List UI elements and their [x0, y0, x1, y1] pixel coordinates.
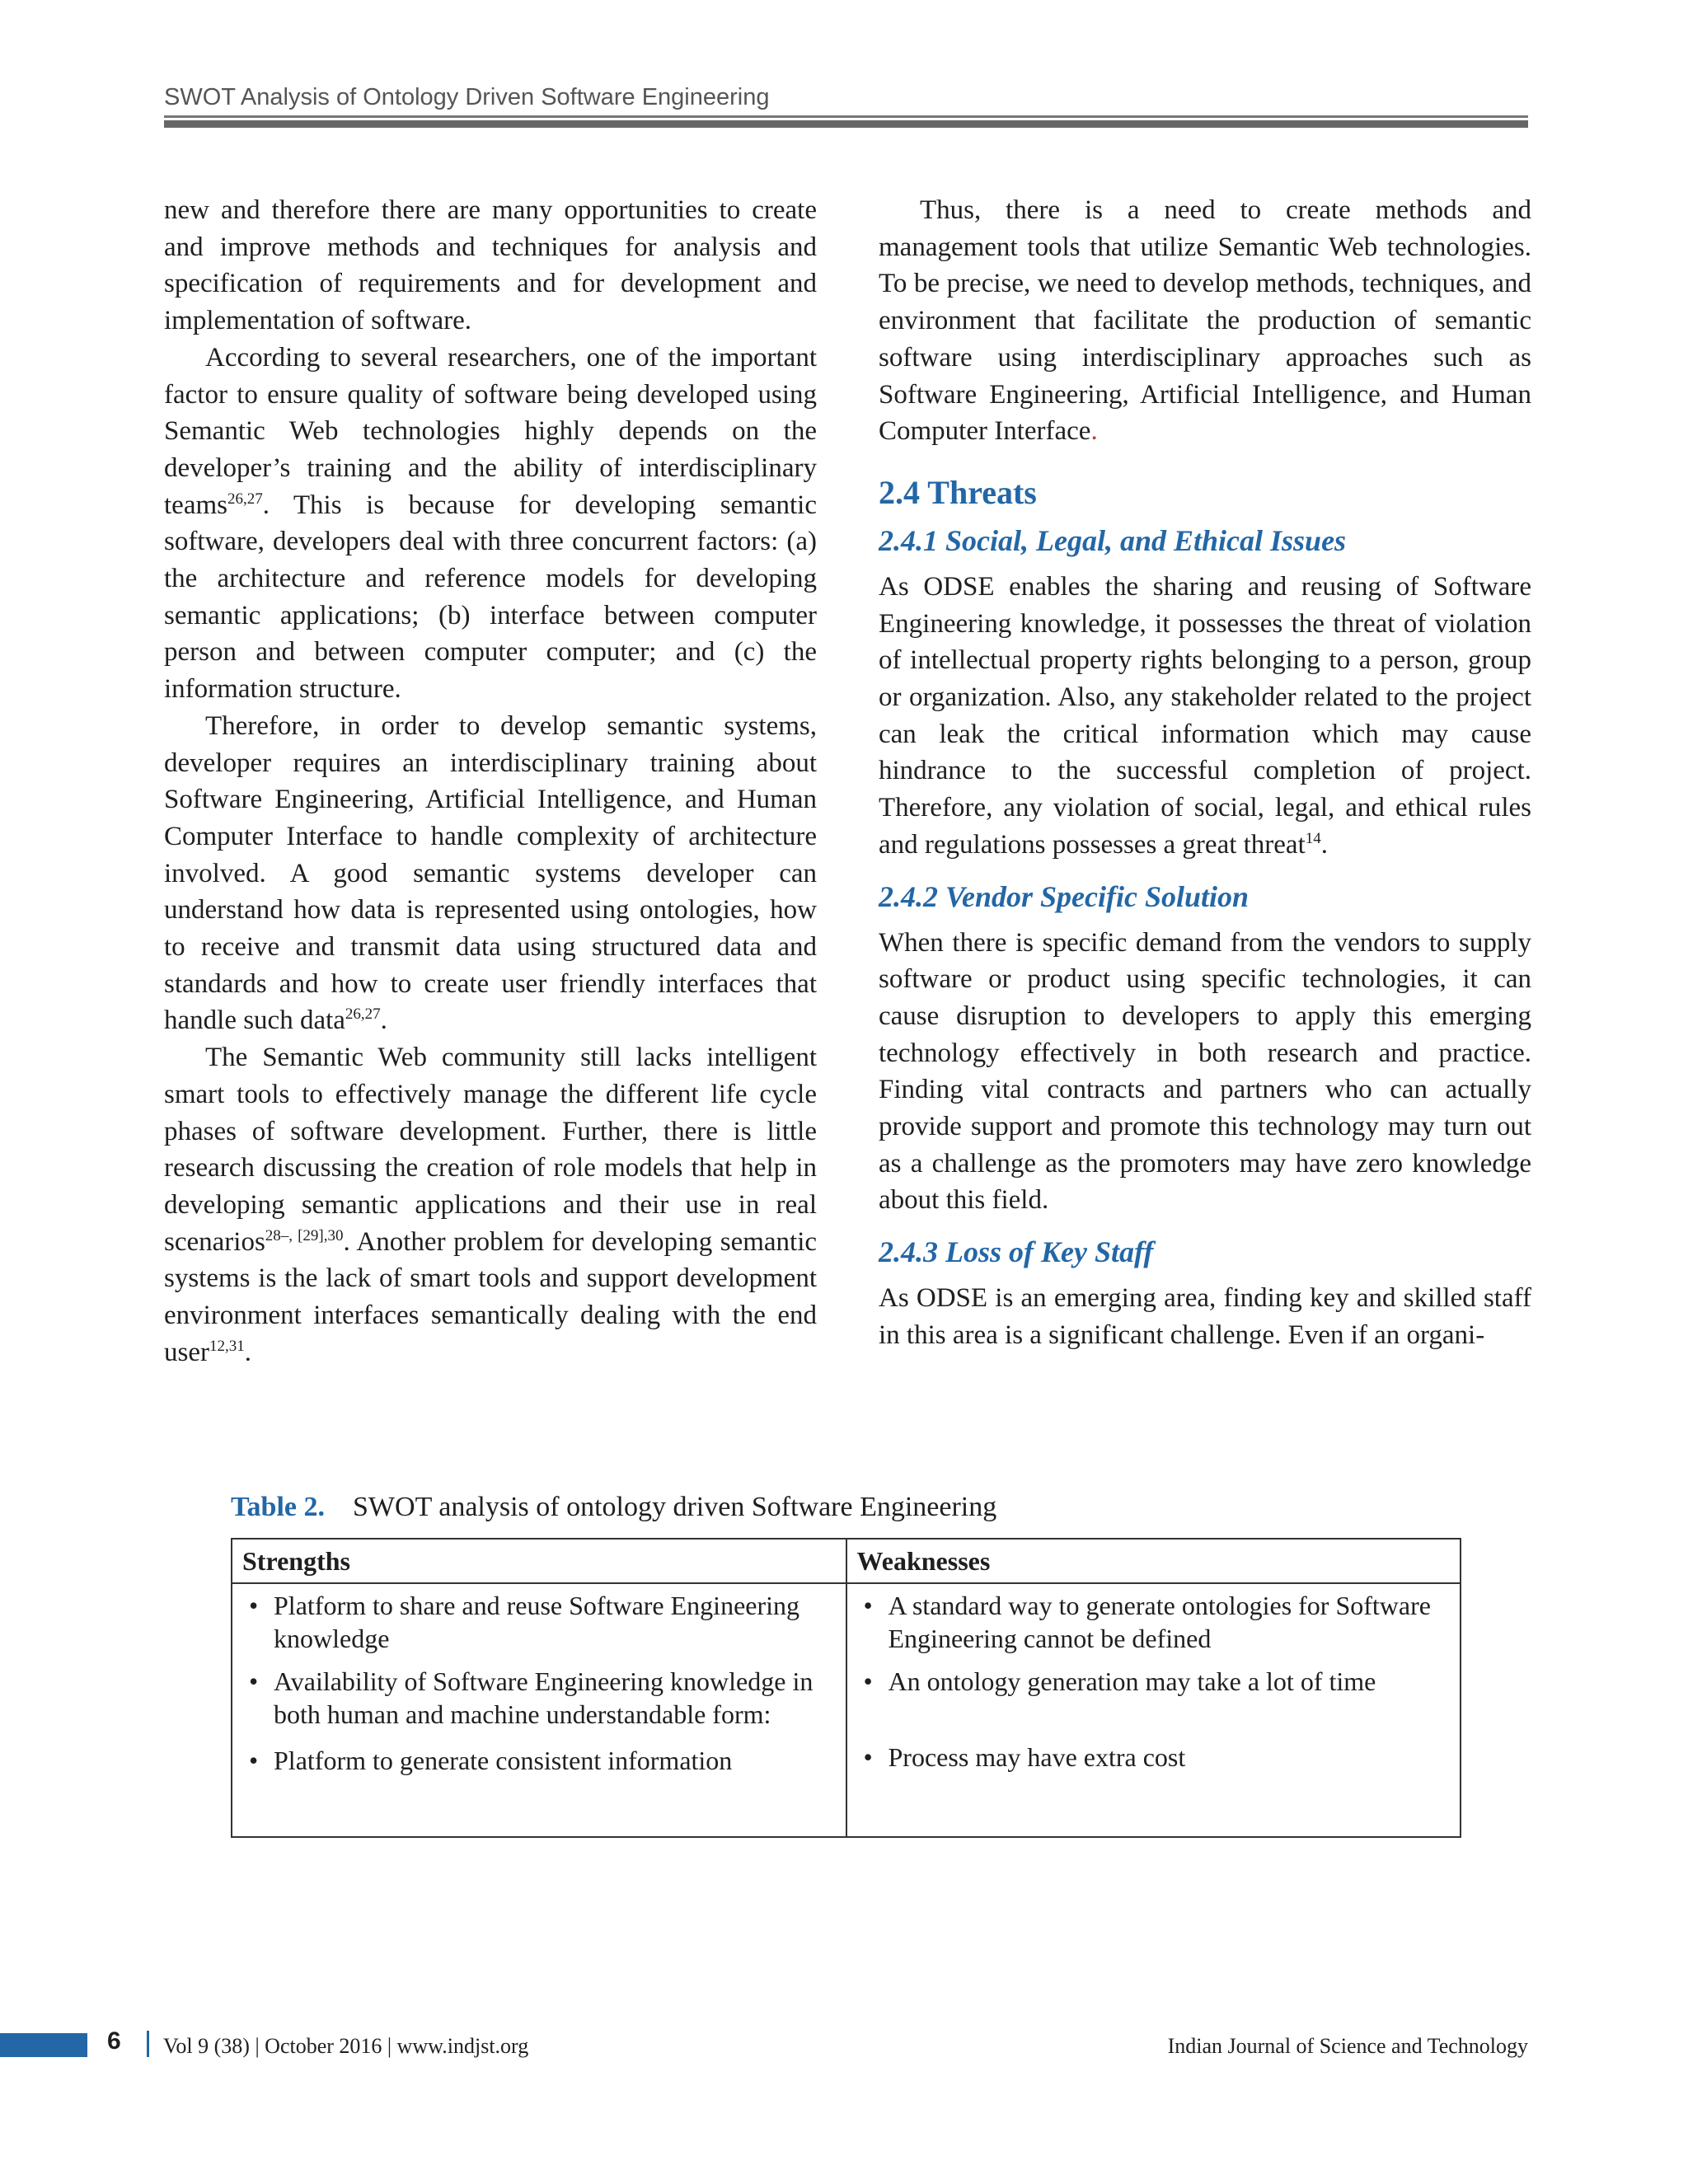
- swot-table: [231, 1538, 1461, 1838]
- citation: 28–, [29],30: [265, 1226, 344, 1244]
- table-header-strengths: Strengths: [232, 1539, 846, 1583]
- list-item: • A standard way to generate ontologies for Software Engineering cannot be defined: [857, 1589, 1451, 1655]
- list-item: • Availability of Software Engineering knowledge in both human and machine understandable form:: [242, 1665, 836, 1731]
- footer-separator: [147, 2031, 149, 2057]
- citation: 26,27: [345, 1005, 381, 1024]
- paragraph: As ODSE enables the sharing and reusing of Software Engineering knowledge, it possesses the threat of violation of intellectual property rights belonging to a person, group or organization. Also, any stakeholder related to the project can leak the critical information which may cause hindrance to the successful completion of project. Therefore, any violation of social, legal, and ethical rules and regulations possesses a great threat$^{14}$.: [879, 571, 1531, 860]
- footer-accent-bar: [0, 2033, 87, 2057]
- header-rule-thin: [164, 115, 1528, 118]
- paragraph: When there is specific demand from the vendors to supply software or product using specific technologies, it can cause disruption to developers to apply this emerging technology effectively in both research and practice. Finding vital contracts and partners who can actually provide support and promote this technology may turn out as a challenge as the promoters may have zero knowledge about this field.: [879, 927, 1531, 1216]
- subsection-heading-loss-of-key-staff: 2.4.3 Loss of Key Staff: [879, 1235, 1154, 1269]
- running-head: SWOT Analysis of Ontology Driven Software Engineering: [164, 84, 770, 110]
- weaknesses-cell: [846, 1583, 1461, 1837]
- table-header-weaknesses: Weaknesses: [846, 1539, 1461, 1583]
- table-title: SWOT analysis of ontology driven Software Engineering: [353, 1492, 997, 1522]
- header-rule-thick: [164, 120, 1528, 128]
- left-column: [164, 192, 817, 1371]
- list-item: • Platform to generate consistent information: [242, 1744, 836, 1777]
- citation: 12,31: [209, 1337, 245, 1355]
- citation: 14: [1305, 829, 1321, 847]
- paragraph: Thus, there is a need to create methods and management tools that utilize Semantic Web technologies. To be precise, we need to develop methods, techniques, and environment that facilitate the production of semantic software using interdisciplinary approaches such as Software Engineering, Artificial Intelligence, and Human Computer Interface.: [879, 195, 1531, 447]
- paragraph: As ODSE is an emerging area, finding key and skilled staff in this area is a significant challenge. Even if an organi-: [879, 1283, 1531, 1350]
- footer-issue: Vol 9 (38) | October 2016 | www.indjst.org: [163, 2034, 529, 2058]
- list-item: • Process may have extra cost: [857, 1741, 1451, 1774]
- right-column: [879, 192, 1531, 1354]
- strengths-cell: [232, 1583, 846, 1837]
- list-item: • Platform to share and reuse Software Engineering knowledge: [242, 1589, 836, 1655]
- paragraph: According to several researchers, one of the important factor to ensure quality of software being developed using Semantic Web technologies highly depends on the developer’s training and the ability of interdisciplinary teams$^{26,27}$. This is because for developing semantic software, developers deal with three concurrent factors: (a) the architecture and reference models for developing semantic applications; (b) interface between computer person and between computer computer; and (c) the information structure.: [164, 342, 817, 705]
- list-item: • An ontology generation may take a lot of time: [857, 1665, 1451, 1731]
- paragraph: Therefore, in order to develop semantic systems, developer requires an interdisciplinary training about Software Engineering, Artificial Intelligence, and Human Computer Interface to handle complexity of architecture involved. A good semantic systems developer can understand how data is represented using ontologies, how to receive and transmit data using structured data and standards and how to create user friendly interfaces that handle such data$^{26,27}$.: [164, 710, 817, 1036]
- table-caption: [231, 1492, 996, 1523]
- paragraph: The Semantic Web community still lacks intelligent smart tools to effectively manage the different life cycle phases of software development. Further, there is little research discussing the creation of role models that help in developing semantic applications and their use in real scenarios$^{28-, [29],30}$. Another problem for developing semantic systems is the lack of smart tools and support development environment interfaces semantically dealing with the end user$^{12,31}$.: [164, 1043, 818, 1367]
- section-heading-threats: 2.4 Threats: [879, 473, 1037, 511]
- footer-journal: Indian Journal of Science and Technology: [1167, 2034, 1528, 2058]
- table-number: Table 2.: [231, 1492, 326, 1522]
- subsection-heading-social-legal-ethical: 2.4.1 Social, Legal, and Ethical Issues: [879, 523, 1347, 557]
- paragraph: new and therefore there are many opportunities to create and improve methods and techniques for analysis and specification of requirements and for development and implementation of software.: [164, 195, 817, 336]
- citation: 26,27: [227, 490, 263, 508]
- subsection-heading-vendor-specific: 2.4.2 Vendor Specific Solution: [879, 879, 1250, 913]
- page-number: 6: [107, 2027, 121, 2055]
